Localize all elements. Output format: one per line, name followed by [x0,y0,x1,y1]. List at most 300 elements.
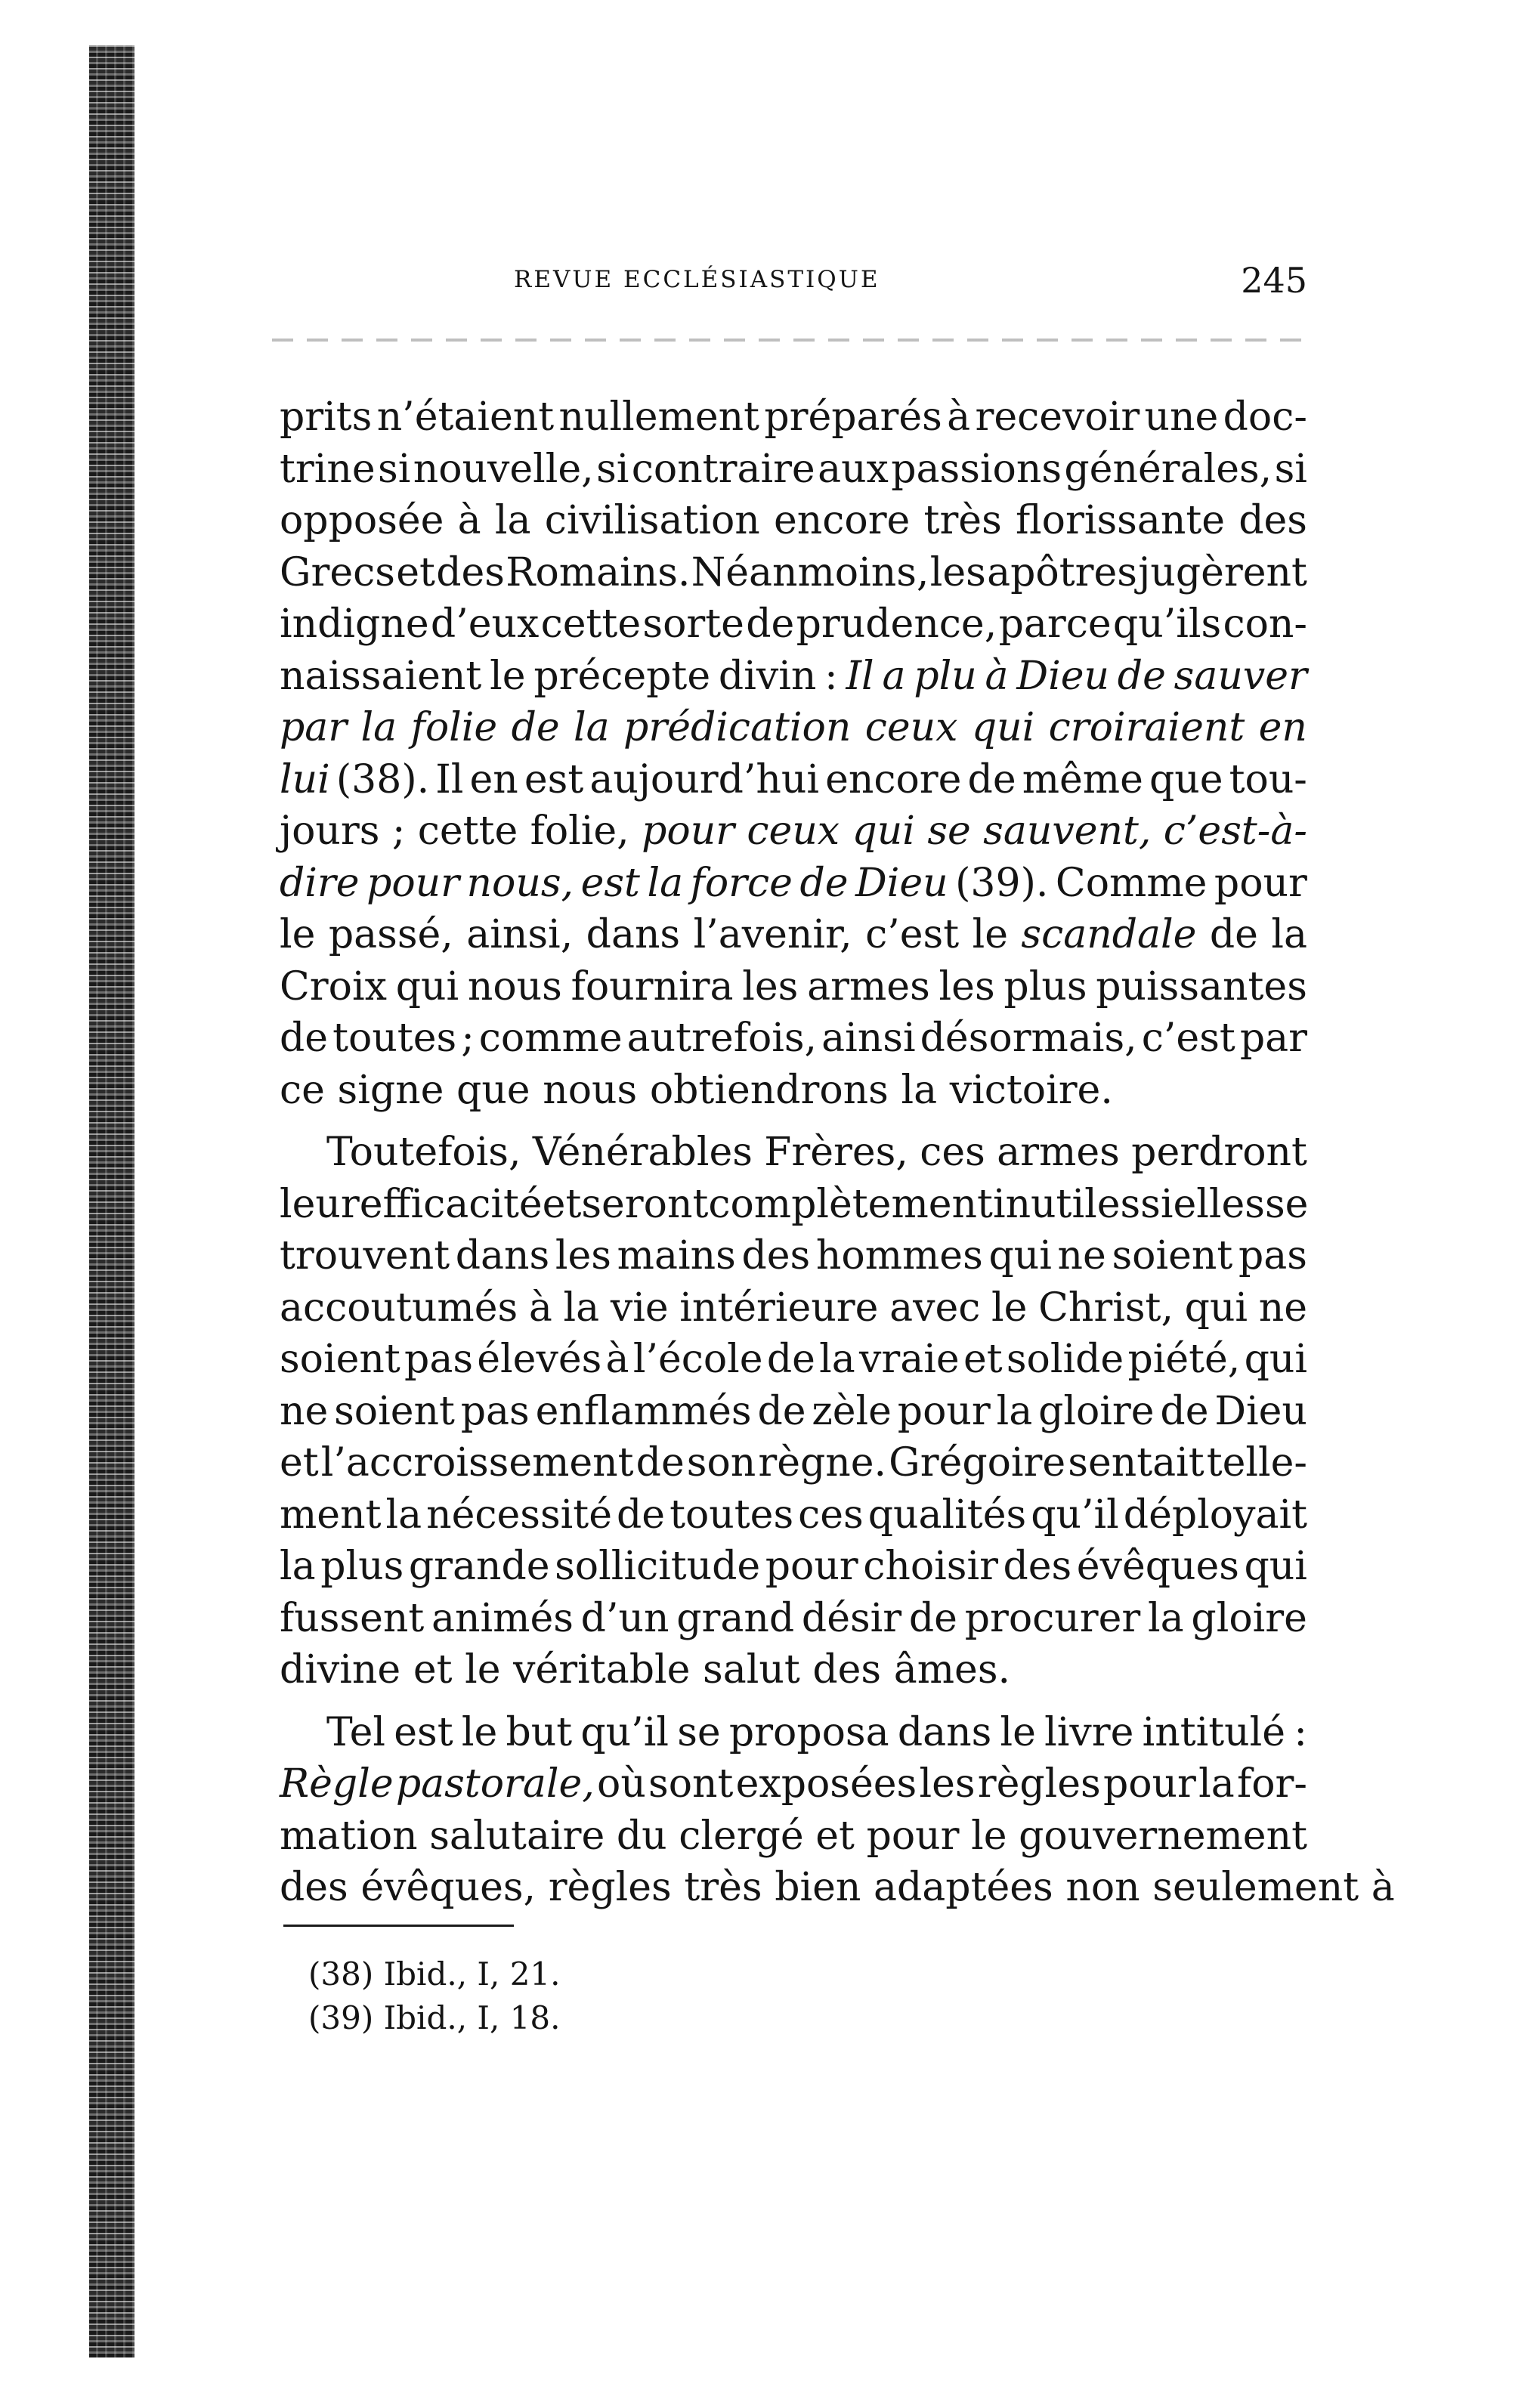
text-line [280,391,1307,444]
word: Romains. [506,549,691,595]
word: sentait [1068,1440,1204,1486]
text-line [280,1541,1307,1593]
word: des [741,1233,811,1278]
word: Croix [280,963,387,1009]
word: de [746,601,795,647]
word: plu [914,653,977,699]
word: for- [1236,1761,1307,1807]
body-text [280,391,1395,1914]
footnote-rule [283,1925,514,1927]
word: désormais, [920,1016,1137,1061]
word: dans [586,912,681,957]
text-line [280,651,1307,703]
word: l’avenir, [693,912,852,957]
word: obtiendrons [649,1067,889,1113]
word: nouvelle, [413,446,594,492]
word: pas [404,1337,474,1382]
word: Grégoire [889,1440,1066,1486]
word: Règle [280,1761,394,1807]
word: qui [1244,1544,1307,1589]
word: règles [977,1761,1101,1807]
page-header [272,260,1307,311]
text-line [280,805,1307,858]
word: de [1117,653,1166,699]
page-number: 245 [1241,260,1307,301]
word: cette [417,808,518,854]
word: ceux [747,808,840,854]
word: et [815,1813,855,1859]
word: de [1160,1388,1209,1434]
text-line [280,1489,1307,1541]
word: en [469,756,518,802]
word: vie [610,1285,669,1331]
word: à [947,394,971,440]
text-line [280,909,1307,961]
word: inutiles [992,1181,1141,1227]
word: leur [280,1181,360,1227]
word: à [605,1337,629,1382]
text-line [280,547,1307,599]
word: ces [798,1492,864,1538]
word: ce [280,1067,325,1113]
word: solide [1006,1337,1124,1382]
word: elles [1173,1181,1265,1227]
word: recevoir [975,394,1140,440]
word: très [923,498,1002,543]
word: la [1271,912,1307,957]
word: florissante [1015,498,1225,543]
word: cette [540,601,642,647]
word: et [542,1181,582,1227]
word: (39). [955,860,1049,906]
word: toutes [332,1016,457,1061]
word: ne [1258,1285,1307,1331]
word: sorte [642,601,744,647]
text-line [280,1593,1307,1645]
word: soient [1112,1233,1233,1278]
word: pour [765,1544,858,1589]
word: non [1065,1865,1140,1910]
word: plus [320,1544,404,1589]
paragraph [280,391,1307,1116]
word: mains [617,1233,736,1278]
text-line [280,598,1307,651]
text-line [280,1437,1307,1489]
word: prudence, [796,601,997,647]
word: qui [852,808,915,854]
word: passé, [328,912,453,957]
word: le [465,1647,501,1693]
word: la [494,498,531,543]
word: son [686,1440,756,1486]
word: de [757,1388,806,1434]
word: Vénérables [532,1130,753,1175]
word: dans [455,1233,550,1278]
word: (38). [336,756,430,802]
word: si [378,446,411,492]
word: lui [280,756,330,802]
word: qu’il [580,1709,669,1755]
word: trouvent [280,1233,450,1278]
word: Comme [1055,860,1208,906]
word: où [597,1761,646,1807]
word: âmes. [893,1647,1011,1693]
word: pastorale, [395,1761,595,1807]
word: : [1294,1709,1307,1755]
word: intitulé [1142,1709,1286,1755]
word: d’eux [430,601,540,647]
text-line [280,1334,1307,1386]
word: pour [1102,1761,1196,1807]
word: Christ, [1038,1285,1174,1331]
text-line [280,702,1307,754]
word: n’étaient [376,394,555,440]
word: but [506,1709,573,1755]
word: hommes [815,1233,983,1278]
word: à [457,498,481,543]
word: de [1209,912,1258,957]
word: par [280,705,348,750]
word: pour [642,808,735,854]
paragraph [280,1127,1307,1696]
word: des [812,1647,882,1693]
word: complètement [708,1181,993,1227]
word: gloire [1191,1595,1307,1641]
word: qu’ils [1112,601,1222,647]
word: la [819,1337,855,1382]
word: zèle [812,1388,892,1434]
word: sauvent, [983,808,1152,854]
text-line [280,1810,1307,1863]
word: nous, [466,860,574,906]
word: si [1140,1181,1174,1227]
word: c’est [865,912,960,957]
word: pour [866,1813,960,1859]
word: croiraient [1048,705,1245,750]
word: Grecs [280,549,395,595]
word: qui [1184,1285,1248,1331]
word: des [436,549,505,595]
word: Tel [326,1709,386,1755]
word: nous [543,1067,638,1113]
word: c’est-à- [1163,808,1307,854]
word: à [528,1285,552,1331]
word: aux [818,446,889,492]
word: grand [676,1595,795,1641]
word: choisir [863,1544,998,1589]
word: ; [461,1016,475,1061]
word: proposa [728,1709,889,1755]
word: adaptées [874,1865,1053,1910]
word: se [927,808,971,854]
word: et [413,1647,453,1693]
text-line [280,444,1307,496]
word: les [939,963,995,1009]
text-line [280,1065,1307,1117]
word: pas [460,1388,530,1434]
word: exposées [735,1761,917,1807]
word: prits [280,394,373,440]
word: bien [775,1865,861,1910]
text-line [280,1179,1307,1231]
word: de [617,1492,666,1538]
word: du [616,1813,667,1859]
word: jugèrent [1138,549,1307,595]
word: ainsi, [466,912,574,957]
word: con- [1223,601,1307,647]
word: Dieu [1214,1388,1307,1434]
word: telle- [1206,1440,1307,1486]
word: prédication [623,705,852,750]
word: qui [1244,1337,1307,1382]
word: désir [801,1595,902,1641]
word: pour [1214,860,1307,906]
word: précepte [533,653,711,699]
word: : [824,653,838,699]
word: procurer [964,1595,1141,1641]
word: parce [998,601,1112,647]
word: à [1371,1865,1395,1910]
word: Néanmoins, [691,549,929,595]
word: que [456,1067,530,1113]
word: a [882,653,906,699]
text-line [280,1644,1307,1696]
word: gouvernement [1019,1813,1307,1859]
word: de [280,1016,329,1061]
word: si [1274,446,1307,492]
word: perdront [1131,1130,1307,1175]
word: pour [366,860,460,906]
text-line [280,858,1307,910]
word: de [511,705,560,750]
word: sollicitude [555,1544,761,1589]
word: même [1022,756,1143,802]
word: la [563,1285,600,1331]
word: armes [997,1130,1120,1175]
word: et [280,1440,319,1486]
text-line [280,1127,1307,1179]
word: de [908,1595,957,1641]
word: efficacité [359,1181,543,1227]
word: contraire [631,446,815,492]
word: nécessité [426,1492,612,1538]
word: divine [280,1647,401,1693]
paragraph [280,1707,1395,1914]
word: les [919,1761,976,1807]
word: encore [825,756,962,802]
word: ne [280,1388,329,1434]
book-binding-edge [89,45,135,2357]
word: ces [920,1130,985,1175]
word: règles [548,1865,672,1910]
word: la [1148,1595,1184,1641]
word: armes [807,963,930,1009]
text-line [280,754,1307,806]
word: aujourd’hui [589,756,820,802]
word: dans [897,1709,992,1755]
word: règne. [758,1440,887,1486]
word: et [963,1337,1003,1382]
word: déployait [1123,1492,1307,1538]
word: qu’il [1031,1492,1119,1538]
word: évêques [1076,1544,1239,1589]
word: la [901,1067,938,1113]
word: le [461,1709,498,1755]
word: accoutumés [280,1285,518,1331]
text-line [280,1230,1307,1282]
word: dire [280,860,360,906]
word: les [929,549,986,595]
word: la [647,860,684,906]
word: opposée [280,498,444,543]
word: autrefois, [626,1016,818,1061]
word: divin [718,653,817,699]
word: les [555,1233,611,1278]
word: piété, [1127,1337,1241,1382]
word: qui [395,963,459,1009]
word: folie, [530,808,629,854]
word: le [971,1813,1007,1859]
running-title: REVUE ECCLÉSIASTIQUE [514,266,880,293]
word: salut [703,1647,800,1693]
footnote-38: (38) Ibid., I, 21. [308,1956,561,1993]
word: c’est [1141,1016,1235,1061]
word: salutaire [429,1813,605,1859]
word: élevés [477,1337,602,1382]
word: la [996,1388,1033,1434]
word: force [690,860,793,906]
word: de [799,860,849,906]
word: civilisation [544,498,760,543]
text-line [280,961,1307,1013]
word: avec [889,1285,981,1331]
word: la [574,705,610,750]
word: que [1149,756,1223,802]
word: nous [467,963,562,1009]
word: livre [1044,1709,1134,1755]
word: les [742,963,799,1009]
word: indigne [280,601,429,647]
word: des [280,1865,348,1910]
word: soient [334,1388,455,1434]
header-rule [272,339,1307,342]
text-line [280,1282,1307,1334]
word: sont [648,1761,734,1807]
word: tou- [1229,756,1307,802]
word: Frères, [764,1130,908,1175]
word: l’école [632,1337,763,1382]
text-line [280,1386,1307,1438]
word: véritable [513,1647,691,1693]
footnote-39: (39) Ibid., I, 18. [308,1999,561,2036]
word: Dieu [855,860,948,906]
word: qui [988,1233,1052,1278]
word: la [385,1492,422,1538]
word: folie [410,705,498,750]
word: est [524,756,584,802]
word: trine [280,446,376,492]
word: seront [581,1181,709,1227]
word: et [396,549,435,595]
text-line [280,1013,1307,1065]
word: victoire. [949,1067,1113,1113]
word: vraie [859,1337,960,1382]
word: la [1198,1761,1235,1807]
word: de [967,756,1016,802]
word: fournira [571,963,734,1009]
word: Dieu [1016,653,1109,699]
word: toutes [669,1492,794,1538]
word: le [1000,1709,1036,1755]
word: apôtres [987,549,1137,595]
word: est [394,1709,453,1755]
word: gloire [1038,1388,1155,1434]
word: d’un [580,1595,669,1641]
word: se [1265,1181,1309,1227]
word: ; [391,808,406,854]
word: puissantes [1096,963,1307,1009]
word: l’accroissement [320,1440,634,1486]
word: préparés [764,394,942,440]
word: clergé [679,1813,804,1859]
word: est [580,860,640,906]
word: seulement [1152,1865,1359,1910]
word: animés [431,1595,574,1641]
text-line [280,1758,1307,1810]
text-line [280,1707,1307,1759]
word: le [972,912,1008,957]
word: ainsi [821,1016,916,1061]
word: à [985,653,1009,699]
word: grande [408,1544,550,1589]
word: ment [280,1492,382,1538]
word: une [1144,394,1219,440]
word: doc- [1223,394,1307,440]
word: passions [891,446,1062,492]
text-line [280,495,1307,547]
word: jours [280,808,380,854]
word: le [490,653,526,699]
word: enflammés [535,1388,752,1434]
word: de [635,1440,685,1486]
word: qualités [867,1492,1027,1538]
word: ne [1057,1233,1106,1278]
word: la [360,705,397,750]
word: soient [280,1337,400,1382]
text-line [280,1862,1395,1914]
word: des [1003,1544,1072,1589]
word: se [677,1709,721,1755]
word: ceux [864,705,958,750]
word: sauver [1174,653,1307,699]
word: des [1238,498,1307,543]
word: intérieure [679,1285,879,1331]
word: Il [435,756,464,802]
word: comme [478,1016,623,1061]
word: par [1239,1016,1307,1061]
word: la [280,1544,316,1589]
footnotes [308,1952,561,2040]
word: pas [1238,1233,1307,1278]
word: pour [897,1388,991,1434]
word: Toutefois, [326,1130,521,1175]
word: mation [280,1813,418,1859]
word: nullement [558,394,759,440]
word: le [991,1285,1028,1331]
word: évêques, [360,1865,537,1910]
word: en [1258,705,1307,750]
word: naissaient [280,653,482,699]
